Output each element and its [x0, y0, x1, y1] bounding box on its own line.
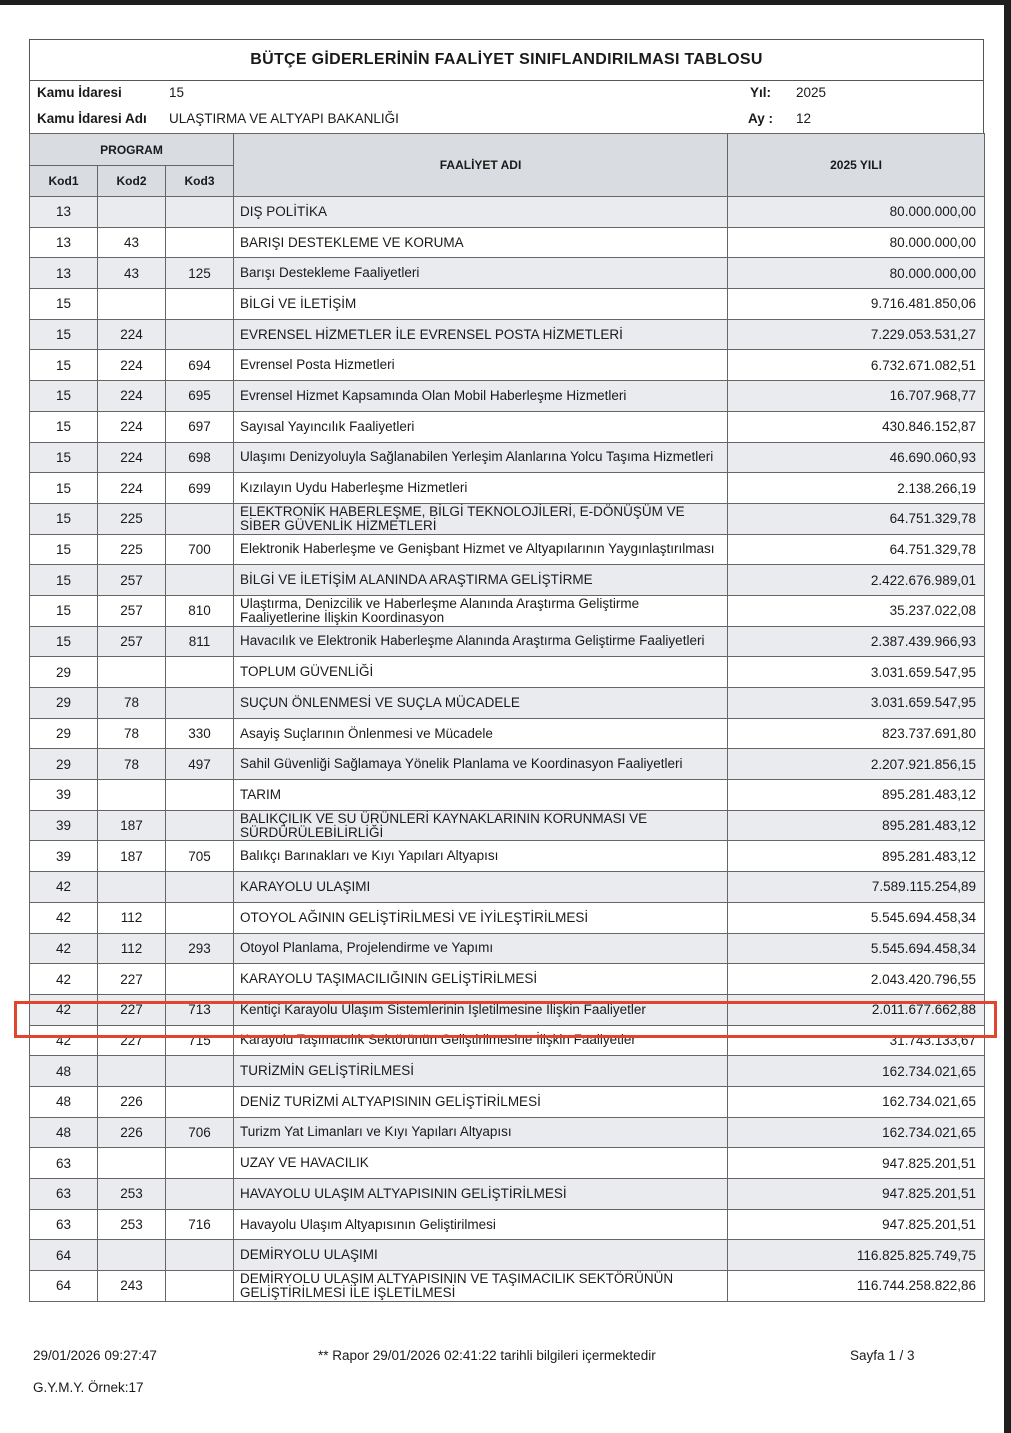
faaliyet-adi-cell: Asayiş Suçlarının Önlenmesi ve Mücadele	[234, 718, 728, 749]
kod3-cell	[166, 1271, 234, 1302]
kod1-cell: 15	[30, 473, 98, 504]
kod2-cell	[98, 1056, 166, 1087]
faaliyet-adi-cell: Turizm Yat Limanları ve Kıyı Yapıları Altyapısı	[234, 1117, 728, 1148]
kod1-cell: 48	[30, 1056, 98, 1087]
faaliyet-adi-cell: KARAYOLU TAŞIMACILIĞININ GELİŞTİRİLMESİ	[234, 964, 728, 995]
kod1-cell: 13	[30, 227, 98, 258]
table-row	[30, 688, 985, 719]
kod1-cell: 48	[30, 1086, 98, 1117]
kod2-cell: 43	[98, 227, 166, 258]
kod1-cell: 64	[30, 1271, 98, 1302]
yil-label: Yıl:	[750, 85, 772, 100]
faaliyet-adi-cell: Balıkçı Barınakları ve Kıyı Yapıları Altyapısı	[234, 841, 728, 872]
kamu-idaresi-adi-label: Kamu İdaresi Adı	[37, 111, 147, 126]
faaliyet-adi-cell: DEMİRYOLU ULAŞIM ALTYAPISININ VE TAŞIMACILIK SEKTÖRÜNÜN GELİŞTİRİLMESİ İLE İŞLETİLMESİ	[234, 1271, 728, 1302]
table-row	[30, 1025, 985, 1056]
kod3-cell: 293	[166, 933, 234, 964]
amount-cell: 16.707.968,77	[728, 381, 985, 412]
amount-cell: 116.744.258.822,86	[728, 1271, 985, 1302]
faaliyet-adi-cell: Ulaştırma, Denizcilik ve Haberleşme Alanında Araştırma Geliştirme Faaliyetlerine İlişkin Koordinasyon	[234, 595, 728, 626]
kod1-cell: 13	[30, 197, 98, 228]
amount-cell: 947.825.201,51	[728, 1209, 985, 1240]
amount-cell: 162.734.021,65	[728, 1056, 985, 1087]
faaliyet-adi-cell: ELEKTRONİK HABERLEŞME, BİLGİ TEKNOLOJİLERİ, E-DÖNÜŞÜM VE SİBER GÜVENLİK HİZMETLERİ	[234, 503, 728, 534]
kod2-header: Kod2	[98, 166, 166, 197]
faaliyet-adi-cell: EVRENSEL HİZMETLER İLE EVRENSEL POSTA HİZMETLERİ	[234, 319, 728, 350]
kod2-cell	[98, 1240, 166, 1271]
kod3-cell	[166, 810, 234, 841]
faaliyet-adi-cell: Barışı Destekleme Faaliyetleri	[234, 258, 728, 289]
kod3-cell: 694	[166, 350, 234, 381]
footer-page-number: Sayfa 1 / 3	[850, 1348, 915, 1363]
amount-cell: 116.825.825.749,75	[728, 1240, 985, 1271]
activity-table-body	[30, 197, 985, 1302]
program-header: PROGRAM	[30, 134, 234, 166]
faaliyet-adi-cell: Havacılık ve Elektronik Haberleşme Alanında Araştırma Geliştirme Faaliyetleri	[234, 626, 728, 657]
amount-cell: 80.000.000,00	[728, 258, 985, 289]
kod2-cell: 226	[98, 1086, 166, 1117]
kod1-cell: 29	[30, 688, 98, 719]
kod3-cell	[166, 503, 234, 534]
kod2-cell: 224	[98, 442, 166, 473]
table-row	[30, 1117, 985, 1148]
table-row	[30, 1056, 985, 1087]
amount-cell: 2.138.266,19	[728, 473, 985, 504]
kod1-cell: 48	[30, 1117, 98, 1148]
kod3-cell: 497	[166, 749, 234, 780]
kod1-cell: 64	[30, 1240, 98, 1271]
table-row	[30, 473, 985, 504]
amount-cell: 162.734.021,65	[728, 1117, 985, 1148]
kod2-cell	[98, 657, 166, 688]
kod3-cell: 699	[166, 473, 234, 504]
kod1-cell: 39	[30, 810, 98, 841]
kod2-cell	[98, 197, 166, 228]
kod2-cell: 257	[98, 565, 166, 596]
faaliyet-adi-cell: TOPLUM GÜVENLİĞİ	[234, 657, 728, 688]
kod3-cell	[166, 319, 234, 350]
kamu-idaresi-adi-value: ULAŞTIRMA VE ALTYAPI BAKANLIĞI	[169, 111, 399, 126]
kod1-cell: 15	[30, 595, 98, 626]
kod3-cell: 811	[166, 626, 234, 657]
table-row	[30, 319, 985, 350]
amount-cell: 2.011.677.662,88	[728, 994, 985, 1025]
amount-cell: 35.237.022,08	[728, 595, 985, 626]
kod3-cell: 695	[166, 381, 234, 412]
amount-cell: 2.422.676.989,01	[728, 565, 985, 596]
kod2-cell: 257	[98, 595, 166, 626]
amount-cell: 823.737.691,80	[728, 718, 985, 749]
table-row	[30, 749, 985, 780]
kod2-cell	[98, 1148, 166, 1179]
table-row	[30, 565, 985, 596]
amount-cell: 947.825.201,51	[728, 1179, 985, 1210]
table-row	[30, 1240, 985, 1271]
faaliyet-adi-cell: BARIŞI DESTEKLEME VE KORUMA	[234, 227, 728, 258]
kod3-cell	[166, 872, 234, 903]
kod2-cell: 224	[98, 473, 166, 504]
amount-cell: 80.000.000,00	[728, 197, 985, 228]
faaliyet-adi-cell: TURİZMİN GELİŞTİRİLMESİ	[234, 1056, 728, 1087]
kod2-cell: 227	[98, 964, 166, 995]
amount-cell: 5.545.694.458,34	[728, 902, 985, 933]
kod2-cell	[98, 289, 166, 320]
table-row	[30, 902, 985, 933]
kod2-cell: 227	[98, 1025, 166, 1056]
table-row	[30, 1271, 985, 1302]
amount-cell: 895.281.483,12	[728, 810, 985, 841]
faaliyet-adi-cell: Evrensel Posta Hizmetleri	[234, 350, 728, 381]
right-edge-bar	[1004, 0, 1011, 1433]
faaliyet-adi-cell: Elektronik Haberleşme ve Genişbant Hizmet ve Altyapılarının Yaygınlaştırılması	[234, 534, 728, 565]
kod1-cell: 39	[30, 841, 98, 872]
kod1-cell: 15	[30, 411, 98, 442]
kod3-cell	[166, 1086, 234, 1117]
kod3-cell	[166, 688, 234, 719]
kod2-cell: 225	[98, 503, 166, 534]
kod2-cell: 187	[98, 810, 166, 841]
kod3-cell	[166, 780, 234, 811]
kod2-cell: 78	[98, 749, 166, 780]
kod3-cell	[166, 289, 234, 320]
kod3-cell: 125	[166, 258, 234, 289]
kamu-idaresi-value: 15	[169, 85, 185, 100]
faaliyet-adi-cell: DENİZ TURİZMİ ALTYAPISININ GELİŞTİRİLMESİ	[234, 1086, 728, 1117]
amount-cell: 2.387.439.966,93	[728, 626, 985, 657]
kod1-cell: 63	[30, 1148, 98, 1179]
kod3-cell: 705	[166, 841, 234, 872]
kod1-cell: 63	[30, 1179, 98, 1210]
table-row	[30, 411, 985, 442]
kod1-cell: 42	[30, 933, 98, 964]
kod3-cell: 706	[166, 1117, 234, 1148]
table-row	[30, 503, 985, 534]
faaliyet-adi-cell: SUÇUN ÖNLENMESİ VE SUÇLA MÜCADELE	[234, 688, 728, 719]
kod1-cell: 29	[30, 718, 98, 749]
kod3-cell	[166, 657, 234, 688]
faaliyet-adi-cell: BALIKÇILIK VE SU ÜRÜNLERİ KAYNAKLARININ KORUNMASI VE SÜRDÜRÜLEBİLİRLİĞİ	[234, 810, 728, 841]
footer-form-code: G.Y.M.Y. Örnek:17	[33, 1380, 144, 1395]
year-header: 2025 YILI	[728, 134, 985, 197]
table-row	[30, 442, 985, 473]
kod3-cell	[166, 902, 234, 933]
table-row	[30, 1086, 985, 1117]
kod3-cell: 716	[166, 1209, 234, 1240]
kod1-cell: 15	[30, 289, 98, 320]
report-info-panel	[29, 80, 984, 133]
kod1-header: Kod1	[30, 166, 98, 197]
kod2-cell: 253	[98, 1179, 166, 1210]
table-row	[30, 933, 985, 964]
report-title: BÜTÇE GİDERLERİNİN FAALİYET SINIFLANDIRILMASI TABLOSU	[29, 39, 984, 80]
amount-cell: 9.716.481.850,06	[728, 289, 985, 320]
faaliyet-adi-cell: Karayolu Taşımacılık Sektörünün Geliştirilmesine İlişkin Faaliyetler	[234, 1025, 728, 1056]
faaliyet-adi-cell: UZAY VE HAVACILIK	[234, 1148, 728, 1179]
kod3-cell: 330	[166, 718, 234, 749]
kod2-cell: 78	[98, 688, 166, 719]
table-row	[30, 1179, 985, 1210]
kod2-cell: 43	[98, 258, 166, 289]
faaliyet-adi-cell: BİLGİ VE İLETİŞİM	[234, 289, 728, 320]
kod3-cell: 810	[166, 595, 234, 626]
kod1-cell: 29	[30, 749, 98, 780]
kod2-cell: 253	[98, 1209, 166, 1240]
amount-cell: 3.031.659.547,95	[728, 688, 985, 719]
kod3-cell: 713	[166, 994, 234, 1025]
kod2-cell: 224	[98, 411, 166, 442]
activity-table	[29, 133, 985, 1302]
ay-label: Ay :	[748, 111, 774, 126]
footer-datetime: 29/01/2026 09:27:47	[33, 1348, 157, 1363]
table-row	[30, 534, 985, 565]
faaliyet-adi-header: FAALİYET ADI	[234, 134, 728, 197]
kod3-cell	[166, 197, 234, 228]
kod1-cell: 15	[30, 534, 98, 565]
faaliyet-adi-cell: TARIM	[234, 780, 728, 811]
kod1-cell: 39	[30, 780, 98, 811]
faaliyet-adi-cell: Otoyol Planlama, Projelendirme ve Yapımı	[234, 933, 728, 964]
kod3-cell	[166, 1240, 234, 1271]
kod1-cell: 29	[30, 657, 98, 688]
kod1-cell: 42	[30, 964, 98, 995]
kod1-cell: 63	[30, 1209, 98, 1240]
amount-cell: 2.043.420.796,55	[728, 964, 985, 995]
kod3-cell: 697	[166, 411, 234, 442]
faaliyet-adi-cell: DIŞ POLİTİKA	[234, 197, 728, 228]
amount-cell: 7.229.053.531,27	[728, 319, 985, 350]
table-row	[30, 810, 985, 841]
yil-value: 2025	[796, 85, 827, 100]
table-row	[30, 258, 985, 289]
amount-cell: 162.734.021,65	[728, 1086, 985, 1117]
table-row	[30, 964, 985, 995]
amount-cell: 3.031.659.547,95	[728, 657, 985, 688]
kod1-cell: 15	[30, 442, 98, 473]
report-sheet	[29, 39, 984, 1302]
kod2-cell	[98, 872, 166, 903]
faaliyet-adi-cell: OTOYOL AĞININ GELİŞTİRİLMESİ VE İYİLEŞTİRİLMESİ	[234, 902, 728, 933]
kod3-cell: 715	[166, 1025, 234, 1056]
faaliyet-adi-cell: DEMİRYOLU ULAŞIMI	[234, 1240, 728, 1271]
amount-cell: 80.000.000,00	[728, 227, 985, 258]
faaliyet-adi-cell: Ulaşımı Denizyoluyla Sağlanabilen Yerleşim Alanlarına Yolcu Taşıma Hizmetleri	[234, 442, 728, 473]
faaliyet-adi-cell: KARAYOLU ULAŞIMI	[234, 872, 728, 903]
kod2-cell: 227	[98, 994, 166, 1025]
kod2-cell: 224	[98, 319, 166, 350]
kod3-cell	[166, 1056, 234, 1087]
ay-value: 12	[796, 111, 812, 126]
kod1-cell: 42	[30, 872, 98, 903]
kod2-cell: 112	[98, 933, 166, 964]
kod1-cell: 42	[30, 994, 98, 1025]
amount-cell: 7.589.115.254,89	[728, 872, 985, 903]
amount-cell: 947.825.201,51	[728, 1148, 985, 1179]
kod2-cell: 257	[98, 626, 166, 657]
kod3-cell	[166, 1179, 234, 1210]
amount-cell: 6.732.671.082,51	[728, 350, 985, 381]
faaliyet-adi-cell: Havayolu Ulaşım Altyapısının Geliştirilmesi	[234, 1209, 728, 1240]
kod1-cell: 15	[30, 381, 98, 412]
kod3-cell: 700	[166, 534, 234, 565]
kod2-cell	[98, 780, 166, 811]
table-row	[30, 350, 985, 381]
table-row	[30, 626, 985, 657]
kod1-cell: 15	[30, 626, 98, 657]
faaliyet-adi-cell: Kentiçi Karayolu Ulaşım Sistemlerinin İşletilmesine İlişkin Faaliyetler	[234, 994, 728, 1025]
kod3-header: Kod3	[166, 166, 234, 197]
kod1-cell: 42	[30, 902, 98, 933]
table-row	[30, 872, 985, 903]
footer-report-note: ** Rapor 29/01/2026 02:41:22 tarihli bilgileri içermektedir	[318, 1348, 656, 1363]
amount-cell: 895.281.483,12	[728, 780, 985, 811]
table-row	[30, 1209, 985, 1240]
table-row	[30, 1148, 985, 1179]
faaliyet-adi-cell: Kızılayın Uydu Haberleşme Hizmetleri	[234, 473, 728, 504]
kod1-cell: 15	[30, 565, 98, 596]
kod3-cell: 698	[166, 442, 234, 473]
table-row	[30, 595, 985, 626]
kod1-cell: 15	[30, 319, 98, 350]
faaliyet-adi-cell: BİLGİ VE İLETİŞİM ALANINDA ARAŞTIRMA GELİŞTİRME	[234, 565, 728, 596]
amount-cell: 430.846.152,87	[728, 411, 985, 442]
kod2-cell: 78	[98, 718, 166, 749]
kod3-cell	[166, 1148, 234, 1179]
amount-cell: 2.207.921.856,15	[728, 749, 985, 780]
table-row	[30, 841, 985, 872]
table-row	[30, 227, 985, 258]
faaliyet-adi-cell: Evrensel Hizmet Kapsamında Olan Mobil Haberleşme Hizmetleri	[234, 381, 728, 412]
top-edge-bar	[0, 0, 1011, 5]
kod1-cell: 15	[30, 503, 98, 534]
table-row	[30, 780, 985, 811]
table-row	[30, 381, 985, 412]
table-row	[30, 657, 985, 688]
kod2-cell: 112	[98, 902, 166, 933]
kod2-cell: 225	[98, 534, 166, 565]
kod1-cell: 42	[30, 1025, 98, 1056]
faaliyet-adi-cell: Sahil Güvenliği Sağlamaya Yönelik Planlama ve Koordinasyon Faaliyetleri	[234, 749, 728, 780]
kod2-cell: 243	[98, 1271, 166, 1302]
faaliyet-adi-cell: Sayısal Yayıncılık Faaliyetleri	[234, 411, 728, 442]
amount-cell: 895.281.483,12	[728, 841, 985, 872]
kod2-cell: 187	[98, 841, 166, 872]
kod1-cell: 13	[30, 258, 98, 289]
kod1-cell: 15	[30, 350, 98, 381]
amount-cell: 64.751.329,78	[728, 503, 985, 534]
table-row	[30, 289, 985, 320]
faaliyet-adi-cell: HAVAYOLU ULAŞIM ALTYAPISININ GELİŞTİRİLMESİ	[234, 1179, 728, 1210]
table-row	[30, 197, 985, 228]
table-row	[30, 718, 985, 749]
amount-cell: 31.743.133,67	[728, 1025, 985, 1056]
kod3-cell	[166, 964, 234, 995]
kod3-cell	[166, 565, 234, 596]
kod2-cell: 224	[98, 381, 166, 412]
kod2-cell: 226	[98, 1117, 166, 1148]
kod3-cell	[166, 227, 234, 258]
kod2-cell: 224	[98, 350, 166, 381]
amount-cell: 64.751.329,78	[728, 534, 985, 565]
amount-cell: 5.545.694.458,34	[728, 933, 985, 964]
kamu-idaresi-label: Kamu İdaresi	[37, 85, 122, 100]
amount-cell: 46.690.060,93	[728, 442, 985, 473]
table-row	[30, 994, 985, 1025]
